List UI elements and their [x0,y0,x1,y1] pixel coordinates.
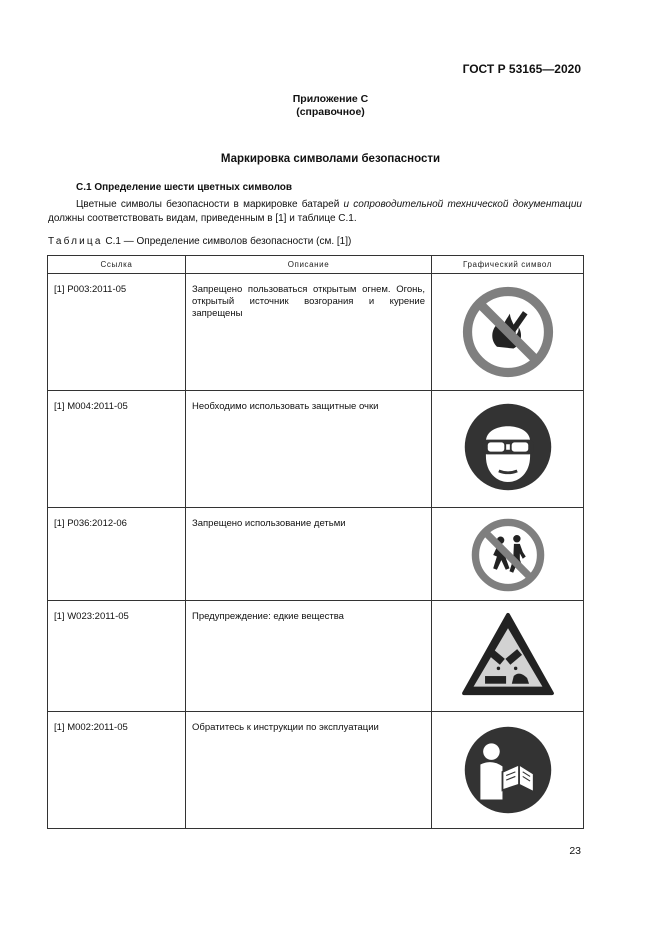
reference-cell: [1] M004:2011-05 [48,391,186,508]
read-manual-icon [462,724,554,816]
table-row [48,712,584,829]
table-row [48,274,584,391]
table-row [48,391,584,508]
description-cell: Предупреждение: едкие вещества [186,601,432,712]
header-graphic-symbol: Графический символ [432,256,584,274]
table-row [48,601,584,712]
section-title: Маркировка символами безопасности [220,153,441,165]
subsection-title: С.1 Определение шести цветных символов [76,182,293,193]
appendix-note: (справочное) [296,106,365,118]
header-reference: Ссылка [48,256,186,274]
symbol-cell [432,508,584,601]
description-cell: Запрещено пользоваться открытым огнем. Огонь, открытый источник возгорания и курение запрещены [186,274,432,391]
symbol-cell [432,274,584,391]
reference-cell: [1] P003:2011-05 [48,274,186,391]
table-caption-label: Таблица [48,236,103,247]
paragraph-text: Цветные символы безопасности в маркировке батарей [76,199,344,210]
symbol-cell [432,601,584,712]
table-header-row [48,256,584,274]
reference-cell: [1] P036:2012-06 [48,508,186,601]
description-cell: Запрещено использование детьми [186,508,432,601]
paragraph-text-end: должны соответствовать видам, приведенным в [1] и таблице С.1. [48,213,357,224]
description-cell: Необходимо использовать защитные очки [186,391,432,508]
corrosive-warning-icon [460,611,556,699]
wear-eye-protection-icon [462,401,554,493]
no-open-flame-icon [462,286,554,378]
reference-cell: [1] M002:2011-05 [48,712,186,829]
table-caption [48,236,351,247]
paragraph-italic-text: и сопроводительной технической документации [343,199,582,210]
table-caption-text: С.1 — Определение символов безопасности (см. [1]) [102,236,352,247]
table-row [48,508,584,601]
page-number: 23 [569,845,581,857]
symbol-cell [432,712,584,829]
document-standard-number: ГОСТ Р 53165—2020 [462,62,581,76]
description-cell: Обратитесь к инструкции по эксплуатации [186,712,432,829]
reference-cell: [1] W023:2011-05 [48,601,186,712]
header-description: Описание [186,256,432,274]
safety-symbols-table [47,255,584,829]
no-children-icon [471,518,545,592]
appendix-title: Приложение С [292,93,369,105]
body-paragraph [48,198,582,226]
symbol-cell [432,391,584,508]
